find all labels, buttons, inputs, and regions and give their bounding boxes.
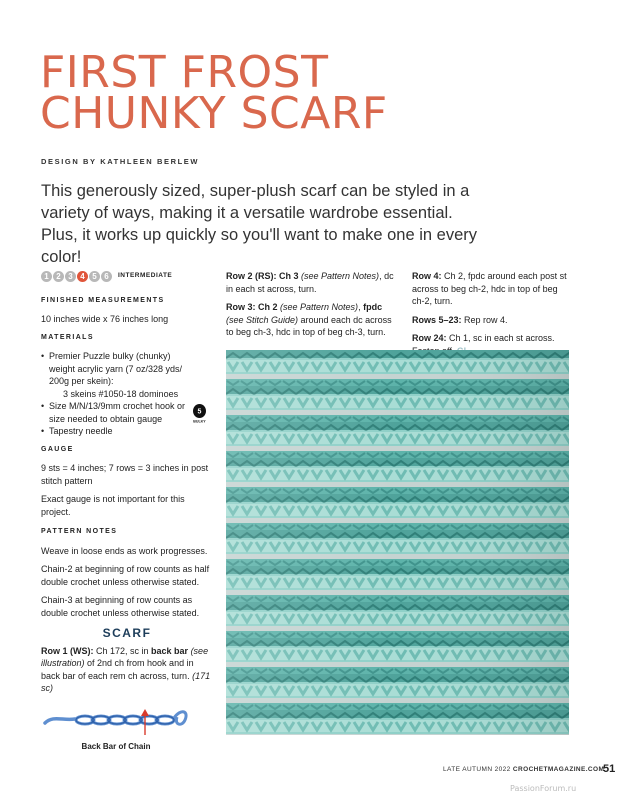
back-bar-chain-illustration — [41, 703, 196, 739]
row-1-instructions — [41, 645, 213, 695]
gauge-heading: GAUGE — [41, 445, 74, 453]
skill-level — [41, 270, 213, 283]
pattern-note-1: Weave in loose ends as work progresses. — [41, 545, 208, 556]
row-1-count: (171 sc) — [41, 670, 211, 693]
finished-measurements-heading: FINISHED MEASUREMENTS — [41, 296, 165, 304]
skill-level-5: 5 — [89, 271, 100, 282]
watermark: PassionForum.ru — [510, 784, 577, 793]
skill-level-label: INTERMEDIATE — [118, 272, 173, 279]
row-2-see-notes: (see Pattern Notes) — [298, 271, 380, 281]
row-1-back-bar: back bar — [151, 645, 189, 656]
skill-level-1: 1 — [41, 271, 52, 282]
yarn-weight-number: 5 — [197, 408, 202, 415]
row-3-text: around each dc across to beg ch-3, hdc in top of beg ch-3, turn. — [226, 314, 392, 337]
materials-list — [41, 350, 189, 438]
pattern-note-3: Chain-3 at beginning of row counts as double crochet unless otherwise stated. — [41, 595, 200, 618]
page-number: 51 — [603, 763, 616, 775]
materials-heading: MATERIALS — [41, 333, 94, 341]
row-2-instructions — [226, 270, 398, 295]
designer-credit: DESIGN BY KATHLEEN BERLEW — [41, 157, 200, 166]
material-yarn: • Premier Puzzle bulky (chunky) weight acrylic yarn (7 oz/328 yds/ 200g per skein): — [41, 350, 189, 388]
title-line-1: FIRST FROST — [40, 47, 329, 98]
skill-level-2: 2 — [53, 271, 64, 282]
row-4-text: Ch 2, fpdc around each post st across to beg ch-2, hdc in top of beg ch-2, turn. — [412, 271, 567, 306]
row-3-label: Row 3: Ch 2 — [226, 302, 278, 312]
intro-paragraph: This generously sized, super-plush scarf can be styled in a variety of ways, making it a versatile wardrobe essential. Plus, it works up quickly so you'll want to make one in every color! — [41, 182, 478, 266]
scarf-photo — [226, 350, 569, 735]
row-1-text-a: Ch 172, sc in — [93, 645, 152, 656]
pattern-note-2: Chain-2 at beginning of row counts as half double crochet unless otherwise stated. — [41, 564, 210, 587]
row-1-see-illustration: (see illustration) — [41, 645, 209, 668]
row-24-label: Row 24: — [412, 333, 447, 343]
rows-5-23-label: Rows 5–23: — [412, 314, 462, 325]
row-3-see-stitch-guide: (see Stitch Guide) — [226, 314, 299, 325]
chain-illustration-caption: Back Bar of Chain — [81, 741, 151, 751]
skill-level-6: 6 — [101, 271, 112, 282]
rows-5-23-text: Rep row 4. — [461, 314, 508, 325]
gauge-text: 9 sts = 4 inches; 7 rows = 3 inches in post stitch pattern — [41, 463, 209, 486]
yarn-weight-icon — [192, 403, 207, 423]
skill-level-3: 3 — [65, 271, 76, 282]
pattern-title — [40, 47, 388, 139]
page-footer — [443, 766, 604, 773]
title-line-2: CHUNKY SCARF — [40, 88, 388, 139]
rows-5-23-instructions — [412, 314, 572, 327]
material-needle: • Tapestry needle — [41, 425, 189, 438]
pattern-notes-heading: PATTERN NOTES — [41, 528, 118, 535]
row-3-fpdc: fpdc — [363, 302, 383, 312]
skill-level-4: 4 — [77, 271, 88, 282]
row-2-label: Row 2 (RS): — [226, 271, 277, 281]
magazine-url: CROCHETMAGAZINE.COM — [512, 766, 605, 773]
row-1-label: Row 1 (WS): — [41, 645, 94, 656]
row-4-instructions — [412, 270, 572, 308]
skill-level-circles — [41, 270, 113, 283]
scarf-heading: SCARF — [102, 626, 152, 640]
left-column — [41, 270, 213, 753]
issue-label: LATE AUTUMN 2022 — [443, 766, 511, 773]
row-2-text: , dc in each st across, turn. — [226, 271, 394, 294]
row-3-comma: , — [358, 302, 364, 312]
gauge-note: Exact gauge is not important for this project. — [41, 494, 185, 517]
row-2-ch: Ch 3 — [276, 271, 299, 281]
material-yarn-skeins: 3 skeins #1050-18 dominoes — [63, 388, 179, 399]
row-3-instructions — [226, 301, 398, 339]
row-1-text-b: of 2nd ch from hook and in back bar of each rem ch across, turn. — [41, 658, 194, 681]
row-4-label: Row 4: — [412, 271, 442, 281]
material-hook: • Size M/N/13/9mm crochet hook or size needed to obtain gauge — [41, 400, 189, 425]
middle-column — [226, 270, 398, 345]
materials-section — [41, 332, 213, 438]
yarn-weight-label: BULKY — [193, 419, 206, 423]
row-24-text: Ch 1, sc in each st across. — [449, 333, 555, 343]
finished-measurements-text: 10 inches wide x 76 inches long — [41, 314, 169, 324]
row-3-see-notes: (see Pattern Notes) — [277, 302, 359, 312]
